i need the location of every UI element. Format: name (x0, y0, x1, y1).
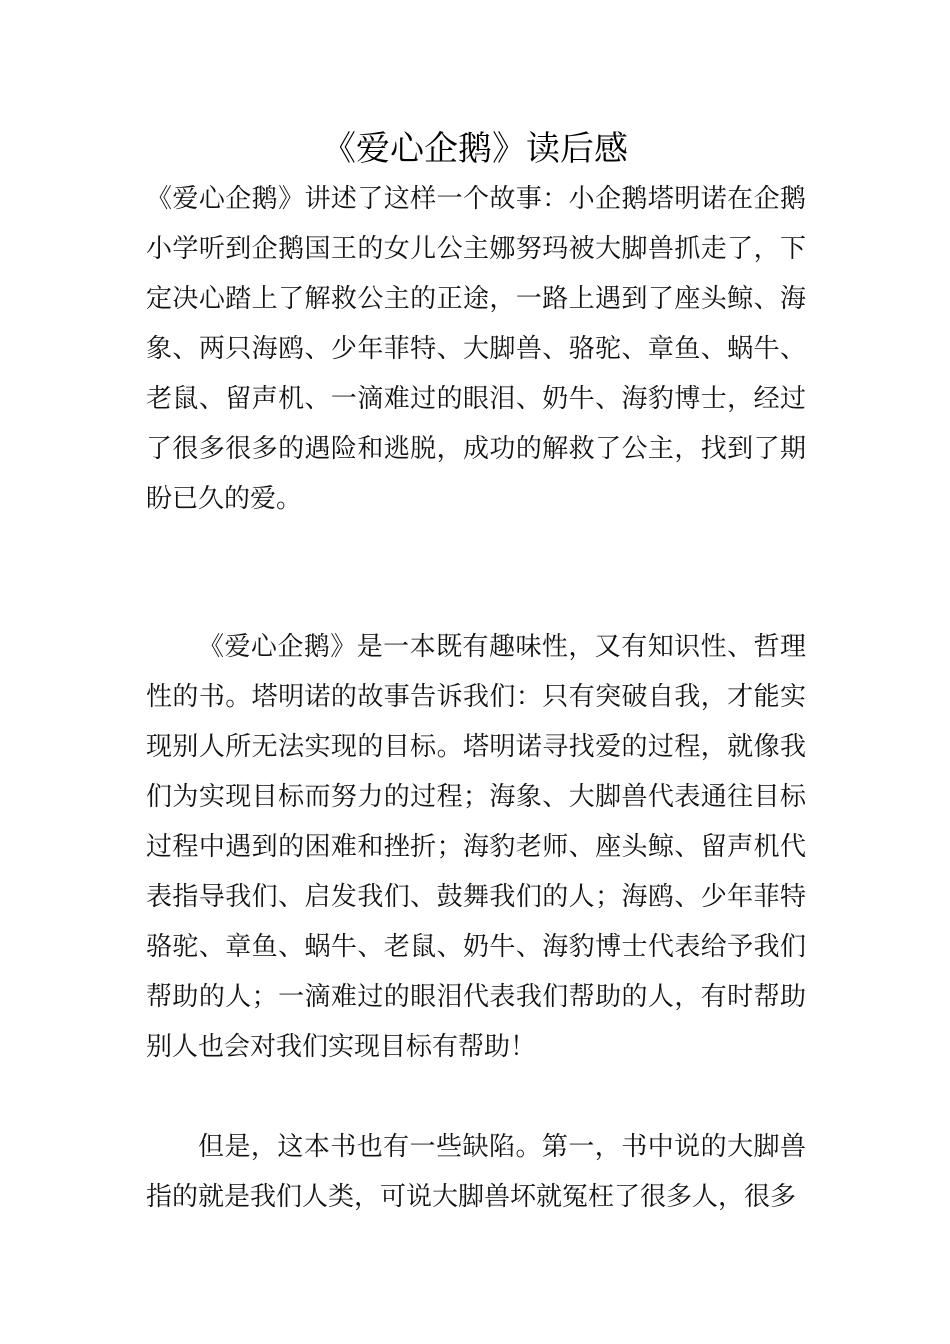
paragraph-2: 《爱心企鹅》是一本既有趣味性，又有知识性、哲理性的书。塔明诺的故事告诉我们：只有突破自我，才能实现别人所无法实现的目标。塔明诺寻找爱的过程，就像我们为实现目标而努力的过程；海象、大脚兽代表通往目标过程中遇到的困难和挫折；海豹老师、座头鲸、留声机代表指导我们、启发我们、鼓舞我们的人；海鸥、少年菲特骆驼、章鱼、蜗牛、老鼠、奶牛、海豹博士代表给予我们帮助的人；一滴难过的眼泪代表我们帮助的人，有时帮助别人也会对我们实现目标有帮助！ (146, 632, 806, 1062)
paragraph-3: 但是，这本书也有一些缺陷。第一，书中说的大脚兽指的就是我们人类，可说大脚兽坏就冤枉了很多人，很多 (146, 1132, 806, 1212)
paragraph-1: 《爱心企鹅》讲述了这样一个故事：小企鹅塔明诺在企鹅小学听到企鹅国王的女儿公主娜努玛被大脚兽抓走了，下定决心踏上了解救公主的正途，一路上遇到了座头鲸、海象、两只海鸥、少年菲特、大脚兽、骆驼、章鱼、蜗牛、老鼠、留声机、一滴难过的眼泪、奶牛、海豹博士，经过了很多很多的遇险和逃脱，成功的解救了公主，找到了期盼已久的爱。 (146, 184, 806, 514)
document-title: 《爱心企鹅》读后感 (322, 129, 628, 169)
